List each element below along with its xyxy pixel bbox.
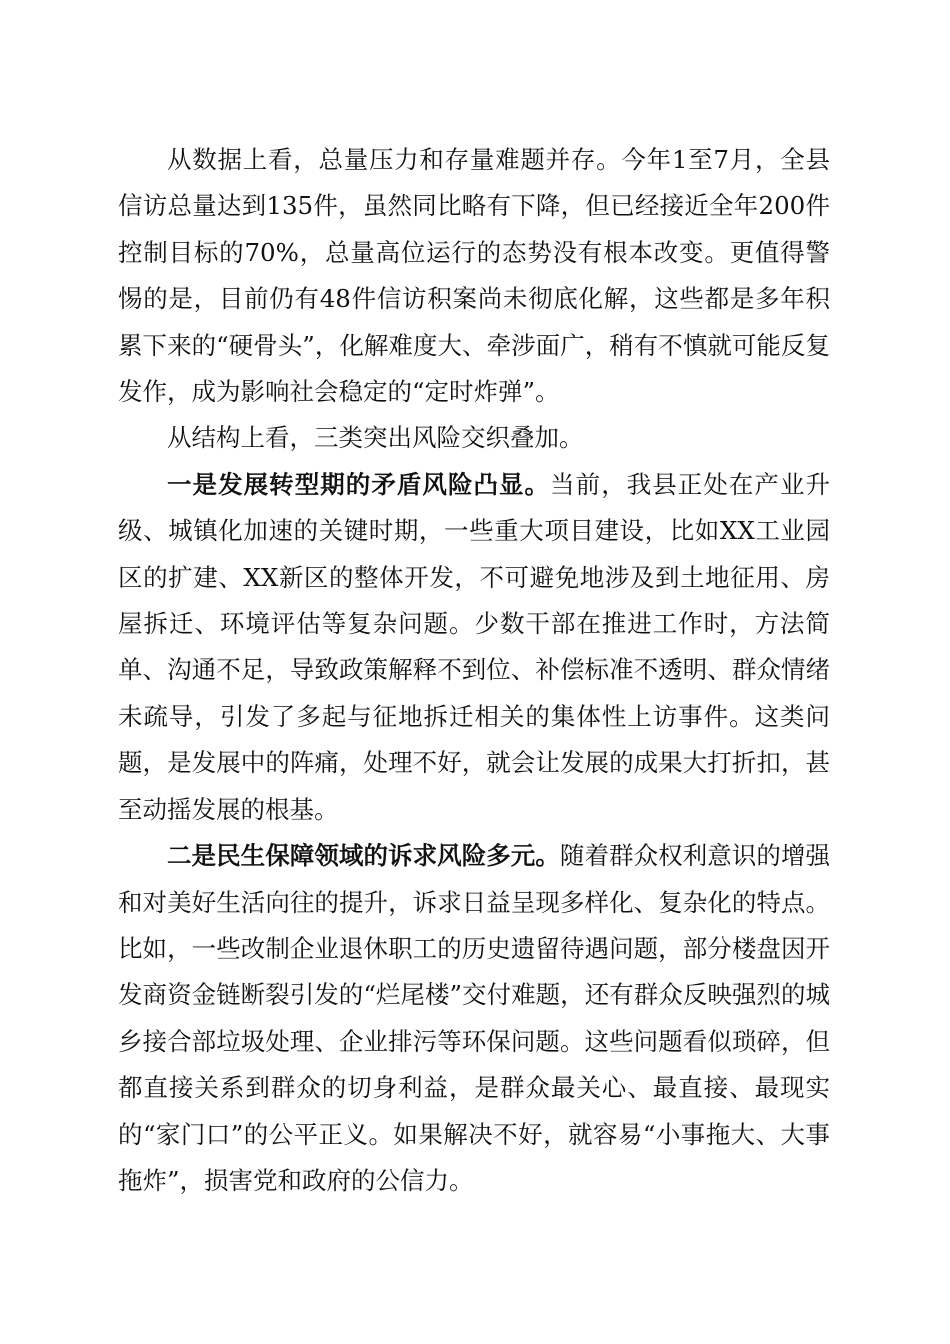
paragraph-livelihood-risk xyxy=(118,833,830,1204)
paragraph-text: 随着群众权利意识的增强和对美好生活向往的提升，诉求日益呈现多样化、复杂化的特点。比如，一些改制企业退休职工的历史遗留待遇问题，部分楼盘因开发商资金链断裂引发的“烂尾楼”交付难题，还有群众反映强烈的城乡接合部垃圾处理、企业排污等环保问题。这些问题看似琐碎，但都直接关系到群众的切身利益，是群众最关心、最直接、最现实的“家门口”的公平正义。如果解决不好，就容易“小事拖大、大事拖炸”，损害党和政府的公信力。 xyxy=(118,841,830,1195)
document-page xyxy=(118,137,830,1204)
paragraph-data-overview xyxy=(118,137,830,415)
paragraph-text: 从结构上看，三类突出风险交织叠加。 xyxy=(167,423,584,453)
paragraph-structure-overview xyxy=(118,415,830,461)
paragraph-text: 当前，我县正处在产业升级、城镇化加速的关键时期，一些重大项目建设，比如XX工业园区的扩建、XX新区的整体开发，不可避免地涉及到土地征用、房屋拆迁、环境评估等复杂问题。少数干部在推进工作时，方法简单、沟通不足，导致政策解释不到位、补偿标准不透明、群众情绪未疏导，引发了多起与征地拆迁相关的集体性上访事件。这类问题，是发展中的阵痛，处理不好，就会让发展的成果大打折扣，甚至动摇发展的根基。 xyxy=(118,469,831,824)
paragraph-lead-heading: 二是民生保障领域的诉求风险多元。 xyxy=(167,841,560,871)
paragraph-development-risk xyxy=(118,462,830,833)
paragraph-text: 从数据上看，总量压力和存量难题并存。今年1至7月，全县信访总量达到135件，虽然同比略有下降，但已经接近全年200件控制目标的70%，总量高位运行的态势没有根本改变。更值得警惕的是，目前仍有48件信访积案尚未彻底化解，这些都是多年积累下来的“硬骨头”，化解难度大、牵涉面广，稍有不慎就可能反复发作，成为影响社会稳定的“定时炸弹”。 xyxy=(118,145,830,407)
paragraph-lead-heading: 一是发展转型期的矛盾风险凸显。 xyxy=(167,469,551,499)
